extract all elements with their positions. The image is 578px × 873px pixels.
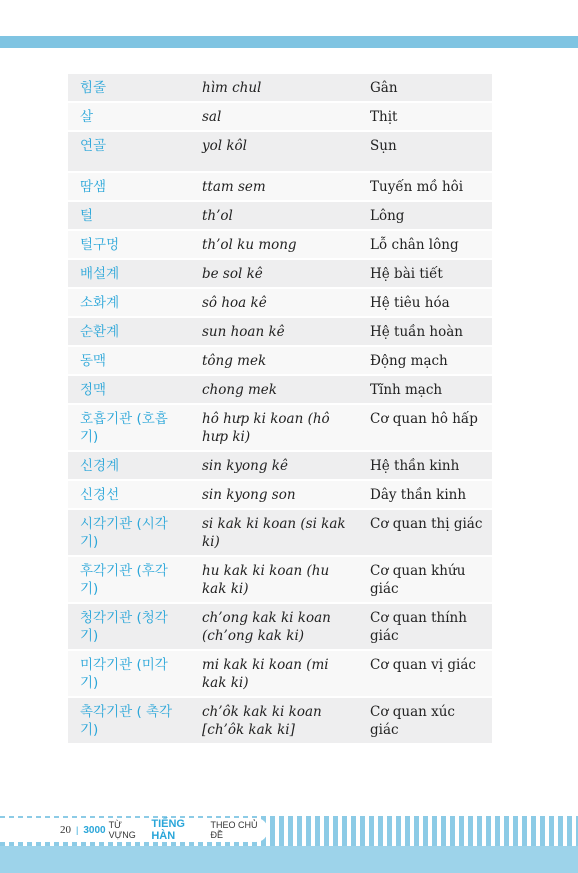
table-row xyxy=(68,132,492,171)
book-title-part: THEO CHỦ ĐỀ xyxy=(210,820,258,840)
romanization: be sol kê xyxy=(190,260,358,287)
korean-word: 시각기관 (시각기) xyxy=(68,510,190,555)
korean-word: 털 xyxy=(68,202,190,229)
table-row xyxy=(68,103,492,130)
romanization: ch’ôk kak ki koan [ch’ôk kak ki] xyxy=(190,698,358,743)
table-row xyxy=(68,452,492,479)
table-row xyxy=(68,318,492,345)
vietnamese-meaning: Động mạch xyxy=(358,347,492,374)
table-row xyxy=(68,74,492,101)
table-row xyxy=(68,376,492,403)
korean-word: 신경계 xyxy=(68,452,190,479)
page-number: 20 xyxy=(60,824,71,836)
header-band xyxy=(0,36,578,48)
korean-word: 후각기관 (후각기) xyxy=(68,557,190,602)
table-row xyxy=(68,510,492,555)
romanization: sin kyong kê xyxy=(190,452,358,479)
korean-word: 배설계 xyxy=(68,260,190,287)
romanization: mi kak ki koan (mi kak ki) xyxy=(190,651,358,696)
table-row xyxy=(68,202,492,229)
vietnamese-meaning: Hệ bài tiết xyxy=(358,260,492,287)
footer-band xyxy=(0,846,578,873)
romanization: chong mek xyxy=(190,376,358,403)
vietnamese-meaning: Gân xyxy=(358,74,492,101)
romanization: hu kak ki koan (hu kak ki) xyxy=(190,557,358,602)
table-row xyxy=(68,289,492,316)
romanization: sun hoan kê xyxy=(190,318,358,345)
footer-separator: | xyxy=(76,825,79,835)
romanization: hô hưp ki koan (hô hưp ki) xyxy=(190,405,358,450)
romanization: si kak ki koan (si kak ki) xyxy=(190,510,358,555)
romanization: ch’ong kak ki koan (ch’ong kak ki) xyxy=(190,604,358,649)
table-row xyxy=(68,260,492,287)
vietnamese-meaning: Tuyến mồ hôi xyxy=(358,173,492,200)
vietnamese-meaning: Cơ quan thính giác xyxy=(358,604,492,649)
table-row xyxy=(68,698,492,743)
vietnamese-meaning: Lông xyxy=(358,202,492,229)
korean-word: 순환계 xyxy=(68,318,190,345)
korean-word: 털구멍 xyxy=(68,231,190,258)
vietnamese-meaning: Cơ quan khứu giác xyxy=(358,557,492,602)
korean-word: 호흡기관 (호흡기) xyxy=(68,405,190,450)
table-row xyxy=(68,347,492,374)
vietnamese-meaning: Lỗ chân lông xyxy=(358,231,492,258)
vietnamese-meaning: Sụn xyxy=(358,132,492,171)
vietnamese-meaning: Hệ tuần hoàn xyxy=(358,318,492,345)
table-row xyxy=(68,481,492,508)
vocabulary-table xyxy=(68,72,492,745)
table-row xyxy=(68,651,492,696)
table-row xyxy=(68,173,492,200)
romanization: sal xyxy=(190,103,358,130)
romanization: ttam sem xyxy=(190,173,358,200)
romanization: th’ol ku mong xyxy=(190,231,358,258)
table-row xyxy=(68,604,492,649)
vietnamese-meaning: Cơ quan thị giác xyxy=(358,510,492,555)
romanization: sô hoa kê xyxy=(190,289,358,316)
korean-word: 미각기관 (미각기) xyxy=(68,651,190,696)
table-row xyxy=(68,557,492,602)
book-title-highlight: TIẾNG HÀN xyxy=(151,818,185,842)
korean-word: 연골 xyxy=(68,132,190,171)
korean-word: 힘줄 xyxy=(68,74,190,101)
book-number: 3000 xyxy=(83,824,106,836)
korean-word: 소화계 xyxy=(68,289,190,316)
romanization: th’ol xyxy=(190,202,358,229)
vietnamese-meaning: Cơ quan hô hấp xyxy=(358,405,492,450)
vietnamese-meaning: Dây thần kinh xyxy=(358,481,492,508)
korean-word: 신경선 xyxy=(68,481,190,508)
romanization: tông mek xyxy=(190,347,358,374)
korean-word: 청각기관 (청각기) xyxy=(68,604,190,649)
book-title-part: TỪ VỰNG xyxy=(108,820,136,840)
vietnamese-meaning: Hệ tiêu hóa xyxy=(358,289,492,316)
korean-word: 땀샘 xyxy=(68,173,190,200)
korean-word: 촉각기관 ( 촉각기) xyxy=(68,698,190,743)
korean-word: 동맥 xyxy=(68,347,190,374)
vietnamese-meaning: Tĩnh mạch xyxy=(358,376,492,403)
romanization: hìm chul xyxy=(190,74,358,101)
romanization: sin kyong son xyxy=(190,481,358,508)
running-footer xyxy=(0,818,268,842)
vietnamese-meaning: Thịt xyxy=(358,103,492,130)
table-row xyxy=(68,231,492,258)
romanization: yol kôl xyxy=(190,132,358,171)
vietnamese-meaning: Hệ thần kinh xyxy=(358,452,492,479)
korean-word: 살 xyxy=(68,103,190,130)
vietnamese-meaning: Cơ quan xúc giác xyxy=(358,698,492,743)
korean-word: 정맥 xyxy=(68,376,190,403)
vietnamese-meaning: Cơ quan vị giác xyxy=(358,651,492,696)
table-row xyxy=(68,405,492,450)
